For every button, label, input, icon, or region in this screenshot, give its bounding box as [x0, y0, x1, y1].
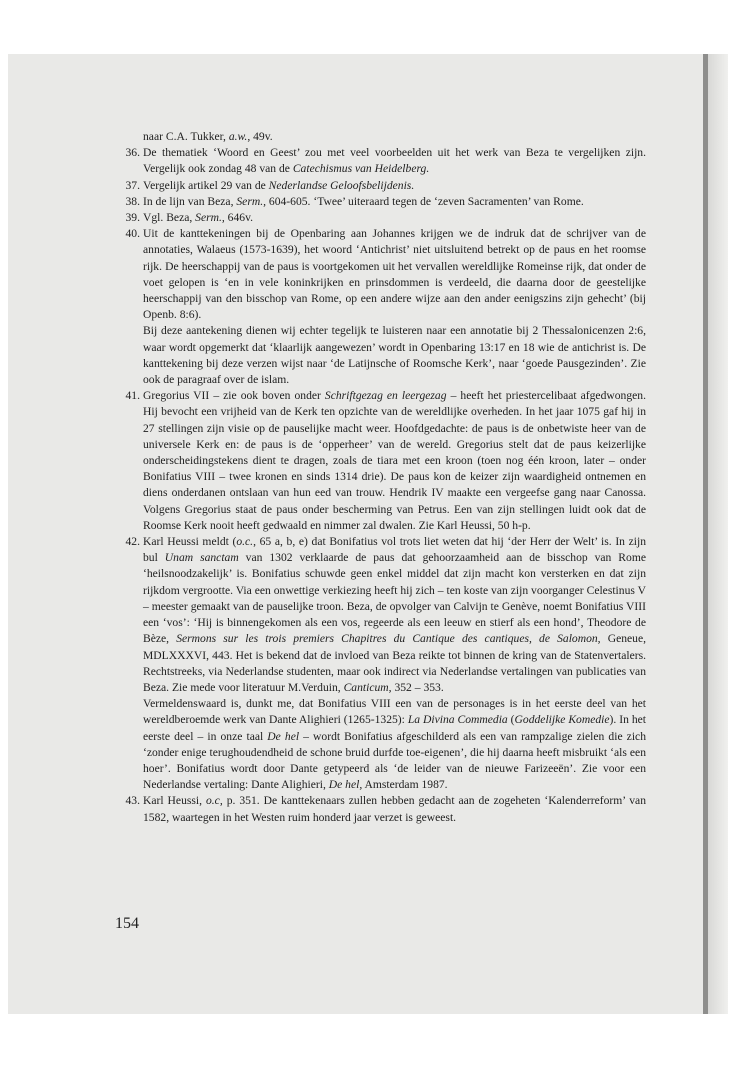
italic-text: o.c,	[205, 794, 223, 808]
text-run: Bij deze aantekening dienen wij echter tegelijk te luisteren naar een annotatie bij 2 Thessalonicenzen 2:6, waar wordt opgemerkt dat ‘klaarlijk aangewezen’ wordt in Openbaring 13:17 en 18 wie de antichrist is. De kanttekening bij deze verzen wijst naar ‘de Latijnsche of Roomsche Kerk’, naar ‘goede Pausgezinden’. Zie ook de paragraaf over de islam.	[143, 324, 646, 387]
footnote-item	[116, 145, 646, 177]
page-number: 154	[115, 915, 139, 932]
text-run: Uit de kanttekeningen bij de Openbaring aan Johannes krijgen we de indruk dat de schrijver van de annotaties, Walaeus (1573-1639), het woord ‘Antichrist’ niet uitsluitend betrekt op de paus en het roomse rijk. De heerschappij van de paus is voortgekomen uit het vervallen wereldlijke Romeinse rijk, dat onder de voet gelopen is ‘en in vele koninkrijken en prinsdommen is verdeeld, die daarna door de geestelijke heerschappij van den bisschop van Rome, op een andere wijze aan den ander eenigszins zijn gehecht’ (bij Openb. 8:6).	[143, 227, 646, 322]
italic-text: Sermons sur les trois premiers Chapitres du Cantique des cantiques, de Salomon,	[176, 632, 601, 646]
italic-text: Canticum,	[343, 680, 392, 694]
italic-text: Serm.,	[195, 211, 225, 225]
footnote-number: 42.	[125, 535, 140, 549]
text-run: Vergelijk artikel 29 van de	[143, 178, 269, 192]
text-run: – heeft het priestercelibaat afgedwongen. Hij bevocht een vrijheid van de Kerk ten opzichte van de wereldlijke overheden. In het jaar 1075 gaf hij in 27 stellingen zijn visie op de pauselijke macht weer. Hoofdgedachte: de paus is de onbetwiste heer van de universele Kerk en: de paus is de ‘opperheer’ van de wereld. Gregorius stelt dat de paus keizerlijke onderscheidingstekens dient te dragen, zoals de tiara met een kroon (toen nog één kroon, later – onder Bonifatius VIII – twee kronen en sinds 1314 drie). De paus kon de keizer zijn waardigheid ontnemen en diens onderdanen ontslaan van hun eed van trouw. Hendrik IV maakte een vergeefse gang naar Canossa. Volgens Gregorius staat de paus onder bescherming van Petrus. Een van zijn stellingen luidt ook dat de Roomse Kerk nooit heeft gedwaald en nimmer zal dwalen. Zie Karl Heussi, 50 h-p.	[143, 389, 646, 532]
footnote-number: 43.	[125, 794, 140, 808]
text-run: van 1302 verklaarde de paus dat gehoorzaamheid aan de bisschop van Rome ‘heilsnoodzakelijk’ is. Bonifatius schuwde geen enkel middel dat zijn macht kon versterken en dat zijn rijkdom vergrootte. Via een onwettige verkiezing heeft hij zich – ten koste van zijn voorganger Celestinus V – meester gemaakt van de pauselijke troon. Beza, de opvolger van Calvijn te Genève, noemt Bonifatius VIII een ‘vos’: ‘Hij is binnengekomen als een vos, regeerde als een leeuw en stierf als een hond’, Theodore de Bèze,	[143, 551, 646, 646]
footnote-number: 37.	[125, 178, 140, 192]
text-run: In de lijn van Beza,	[143, 194, 237, 208]
footnote-paragraph	[143, 793, 646, 825]
italic-text: Catechismus van Heidelberg.	[292, 162, 430, 176]
text-run: p. 351. De kanttekenaars zullen hebben gedacht aan de zogeheten ‘Kalenderreform’ van 1582, waartegen in het Westen ruim honderd jaar verzet is geweest.	[143, 794, 646, 824]
italic-text: Schriftgezag en leergezag	[324, 389, 447, 403]
footnote-item	[116, 226, 646, 388]
text-run: Vgl. Beza,	[143, 211, 196, 225]
text-run: 352 – 353.	[391, 680, 444, 694]
footnote-item	[116, 194, 646, 210]
footnote-item	[116, 210, 646, 226]
text-run: (	[507, 713, 515, 727]
italic-text: a.w.	[228, 130, 248, 143]
footnote-number: 39.	[125, 211, 140, 225]
note-continuation	[116, 129, 646, 145]
footnote-paragraph	[143, 388, 646, 534]
footnote-number: 38.	[125, 194, 140, 208]
italic-text: La Divina Commedia	[407, 713, 508, 727]
footnote-item	[116, 388, 646, 534]
footnote-item	[116, 178, 646, 194]
footnote-number: 41.	[125, 389, 140, 403]
italic-text: Unam sanctam	[164, 551, 239, 565]
text-run: Amsterdam 1987.	[362, 778, 448, 792]
italic-text: o.c.	[236, 535, 254, 549]
continuation-paragraph	[143, 129, 646, 145]
text-run: De thematiek ‘Woord en Geest’ zou met veel voorbeelden uit het werk van Beza te vergelijken zijn. Vergelijk ook zondag 48 van de	[143, 146, 646, 176]
footnote-paragraph	[143, 323, 646, 388]
text-run: Gregorius VII – zie ook boven onder	[143, 389, 325, 403]
footnote-paragraph	[143, 534, 646, 696]
text-run: 646v.	[224, 211, 254, 225]
text-run: Karl Heussi,	[143, 794, 206, 808]
italic-text: Nederlandse Geloofsbelijdenis.	[268, 178, 415, 192]
italic-text: Serm.,	[236, 194, 266, 208]
text-run: – wordt Bonifatius afgeschilderd als een van rampzalige zielen die zich ‘zonder enige terughoudendheid de schone bruid durfde toe-eigenen’, die hij daarna heeft misbruikt ‘als een hoer’. Bonifatius wordt door Dante getypeerd als ‘de leider van de nieuwe Farizeeën’. Zie voor een Nederlandse vertaling: Dante Alighieri,	[143, 729, 646, 792]
notes-list	[116, 145, 646, 826]
italic-text: Goddelijke Komedie	[514, 713, 610, 727]
footnote-item	[116, 793, 646, 825]
text-run: ). In het eerste deel – in onze taal	[143, 713, 646, 743]
text-run: Karl Heussi meldt (	[143, 535, 237, 549]
text-run: , 49v.	[247, 130, 273, 143]
text-run: Vermeldenswaard is, dunkt me, dat Bonifatius VIII een van de personages is in het eerste deel van het wereldberoemde werk van Dante Alighieri (1265-1325):	[143, 697, 646, 727]
footnote-number: 36.	[125, 146, 140, 160]
footnote-item	[116, 534, 646, 793]
text-run: Geneue, MDLXXXVI, 443. Het is bekend dat de invloed van Beza reikte tot binnen de kring van de Statenvertalers. Rechtstreeks, via Nederlandse studenten, maar ook indirect via Nederlandse vertalingen van publicaties van Beza. Zie mede voor literatuur M.Verduin,	[143, 632, 647, 694]
footnote-paragraph	[143, 696, 646, 793]
footnote-number: 40.	[125, 227, 140, 241]
italic-text: De hel	[267, 729, 300, 743]
footnote-paragraph	[143, 226, 646, 323]
italic-text: De hel,	[328, 778, 363, 792]
footnote-paragraph	[143, 145, 646, 177]
text-run: naar C.A. Tukker,	[143, 130, 229, 143]
footnotes	[116, 129, 646, 826]
footnote-paragraph	[143, 178, 646, 194]
text-run: 604-605. ‘Twee’ uiteraard tegen de ‘zeven Sacramenten’ van Rome.	[266, 194, 584, 208]
page-edge	[708, 54, 728, 1014]
footnote-paragraph	[143, 210, 646, 226]
footnote-paragraph	[143, 194, 646, 210]
text-run: , 65 a, b, e) dat Bonifatius vol trots liet weten dat hij ‘der Herr der Welt’ is. In zijn bul	[143, 535, 647, 565]
